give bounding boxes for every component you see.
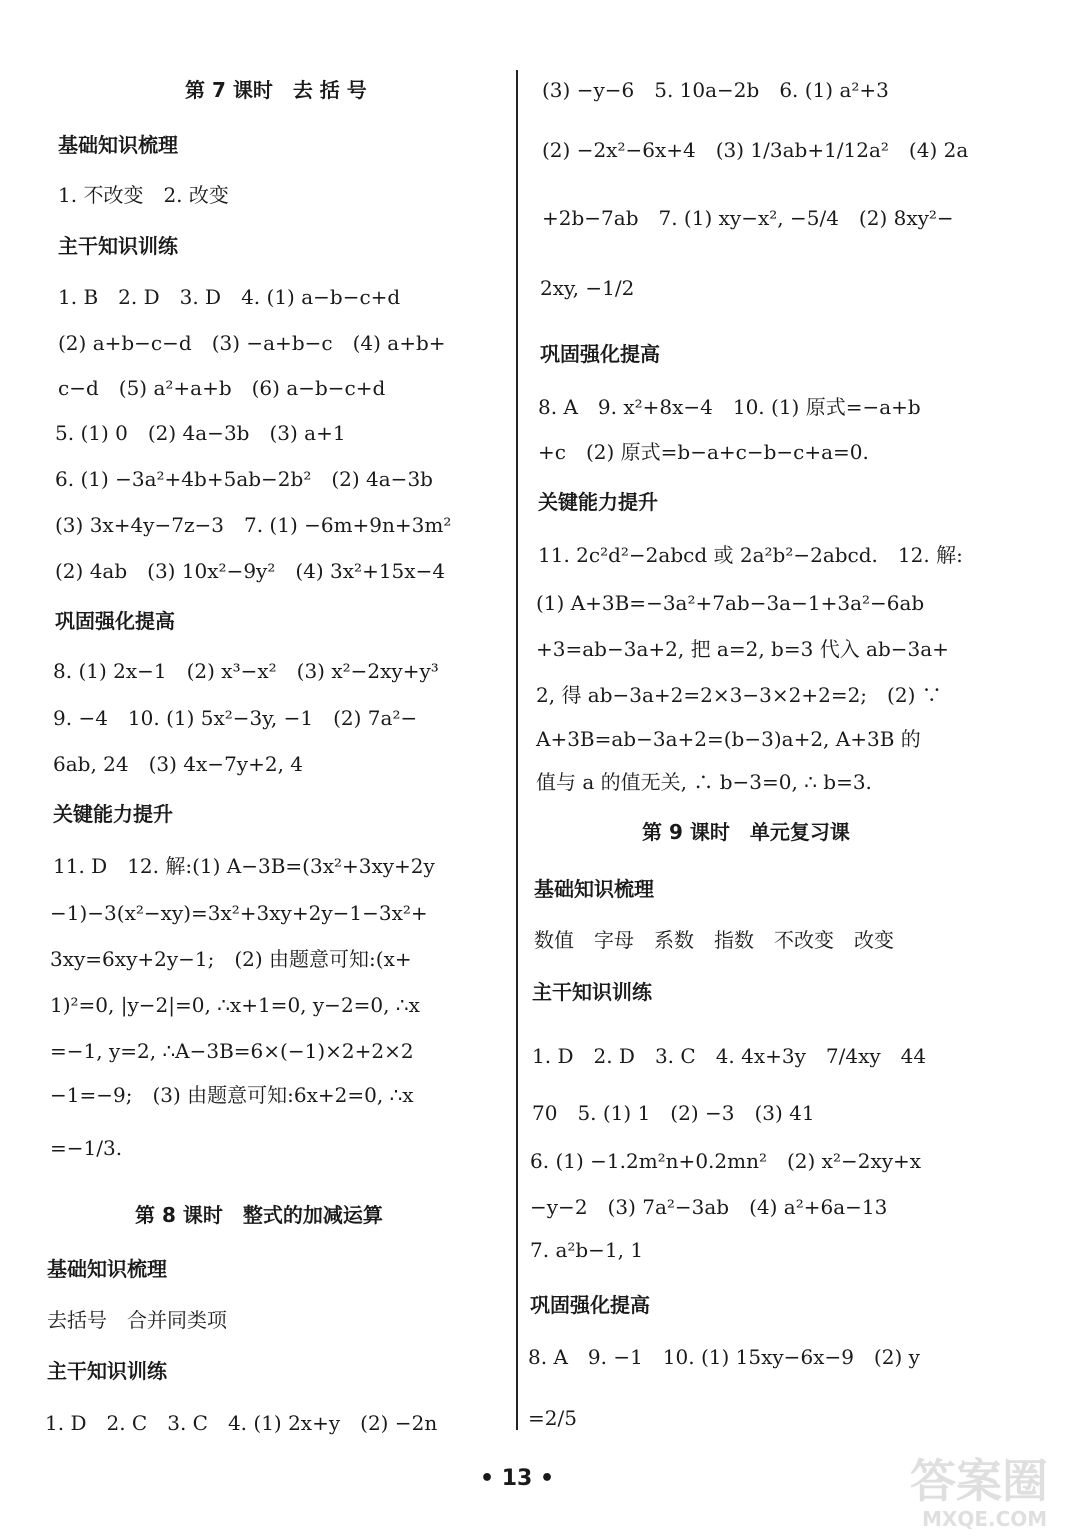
answer-line: =2/5 xyxy=(528,1406,577,1430)
watermark-sub: MXQE.COM xyxy=(922,1507,1048,1531)
watermark-main: 答案圈 xyxy=(910,1454,1048,1508)
answer-line: 3xy=6xy+2y−1; (2) 由题意可知:(x+ xyxy=(50,947,412,971)
answer-line: −y−2 (3) 7a²−3ab (4) a²+6a−13 xyxy=(530,1195,888,1219)
lesson-title: 第 7 课时 去 括 号 xyxy=(185,78,367,102)
answer-line: =−1/3. xyxy=(50,1136,123,1160)
answer-line: 11. D 12. 解:(1) A−3B=(3x²+3xy+2y xyxy=(53,854,435,878)
answer-line: (3) −y−6 5. 10a−2b 6. (1) a²+3 xyxy=(542,78,889,102)
answer-line: 70 5. (1) 1 (2) −3 (3) 41 xyxy=(532,1101,815,1125)
section-heading: 基础知识梳理 xyxy=(47,1257,167,1281)
answer-line: 8. (1) 2x−1 (2) x³−x² (3) x²−2xy+y³ xyxy=(53,659,439,683)
answer-line: (2) 4ab (3) 10x²−9y² (4) 3x²+15x−4 xyxy=(55,559,446,583)
watermark-logo xyxy=(900,1445,1070,1535)
answer-line: (3) 3x+4y−7z−3 7. (1) −6m+9n+3m² xyxy=(55,513,452,537)
answer-line: (1) A+3B=−3a²+7ab−3a−1+3a²−6ab xyxy=(536,591,925,615)
answer-line: 6. (1) −3a²+4b+5ab−2b² (2) 4a−3b xyxy=(55,467,433,491)
answer-line: 7. a²b−1, 1 xyxy=(530,1238,644,1262)
section-heading: 关键能力提升 xyxy=(53,802,173,826)
answer-line: 2, 得 ab−3a+2=2×3−3×2+2=2; (2) ∵ xyxy=(536,683,942,707)
answer-line: 1. B 2. D 3. D 4. (1) a−b−c+d xyxy=(58,285,401,309)
answer-line: 6. (1) −1.2m²n+0.2mn² (2) x²−2xy+x xyxy=(530,1149,922,1173)
page-number: • 13 • xyxy=(480,1466,555,1491)
answer-line: =−1, y=2, ∴A−3B=6×(−1)×2+2×2 xyxy=(50,1039,414,1063)
answer-line: (2) a+b−c−d (3) −a+b−c (4) a+b+ xyxy=(58,331,446,355)
answer-line: +c (2) 原式=b−a+c−b−c+a=0. xyxy=(538,440,869,464)
answer-line: 1. D 2. C 3. C 4. (1) 2x+y (2) −2n xyxy=(45,1411,438,1435)
section-heading: 主干知识训练 xyxy=(532,980,652,1004)
answer-line: +3=ab−3a+2, 把 a=2, b=3 代入 ab−3a+ xyxy=(536,637,949,661)
answer-line: −1=−9; (3) 由题意可知:6x+2=0, ∴x xyxy=(50,1083,414,1107)
answer-line: 值与 a 的值无关, ∴ b−3=0, ∴ b=3. xyxy=(536,770,872,794)
answer-line: 6ab, 24 (3) 4x−7y+2, 4 xyxy=(53,752,304,776)
answer-line: 8. A 9. x²+8x−4 10. (1) 原式=−a+b xyxy=(538,395,921,419)
answer-line: 8. A 9. −1 10. (1) 15xy−6x−9 (2) y xyxy=(528,1345,920,1369)
answer-line: 11. 2c²d²−2abcd 或 2a²b²−2abcd. 12. 解: xyxy=(538,543,963,567)
answer-line: 9. −4 10. (1) 5x²−3y, −1 (2) 7a²− xyxy=(53,706,418,730)
lesson-title: 第 8 课时 整式的加减运算 xyxy=(135,1203,383,1227)
answer-line: −1)−3(x²−xy)=3x²+3xy+2y−1−3x²+ xyxy=(50,901,428,925)
lesson-title: 第 9 课时 单元复习课 xyxy=(642,820,850,844)
answer-line: 数值 字母 系数 指数 不改变 改变 xyxy=(534,928,894,952)
answer-line: 1)²=0, |y−2|=0, ∴x+1=0, y−2=0, ∴x xyxy=(50,993,420,1017)
answer-line: 5. (1) 0 (2) 4a−3b (3) a+1 xyxy=(55,421,346,445)
section-heading: 主干知识训练 xyxy=(58,234,178,258)
section-heading: 主干知识训练 xyxy=(47,1359,167,1383)
section-heading: 巩固强化提高 xyxy=(55,609,175,633)
section-heading: 巩固强化提高 xyxy=(540,342,660,366)
answer-line: 1. 不改变 2. 改变 xyxy=(58,183,229,207)
answer-line: 2xy, −1/2 xyxy=(540,276,635,300)
column-divider xyxy=(516,70,518,1430)
answer-line: 1. D 2. D 3. C 4. 4x+3y 7/4xy 44 xyxy=(532,1044,927,1068)
section-heading: 基础知识梳理 xyxy=(58,133,178,157)
answer-line: (2) −2x²−6x+4 (3) 1/3ab+1/12a² (4) 2a xyxy=(542,138,969,162)
section-heading: 巩固强化提高 xyxy=(530,1293,650,1317)
answer-line: A+3B=ab−3a+2=(b−3)a+2, A+3B 的 xyxy=(536,727,921,751)
section-heading: 基础知识梳理 xyxy=(534,877,654,901)
section-heading: 关键能力提升 xyxy=(538,490,658,514)
answer-line: 去括号 合并同类项 xyxy=(47,1308,227,1332)
answer-line: c−d (5) a²+a+b (6) a−b−c+d xyxy=(58,376,386,400)
answer-line: +2b−7ab 7. (1) xy−x², −5/4 (2) 8xy²− xyxy=(542,206,954,230)
